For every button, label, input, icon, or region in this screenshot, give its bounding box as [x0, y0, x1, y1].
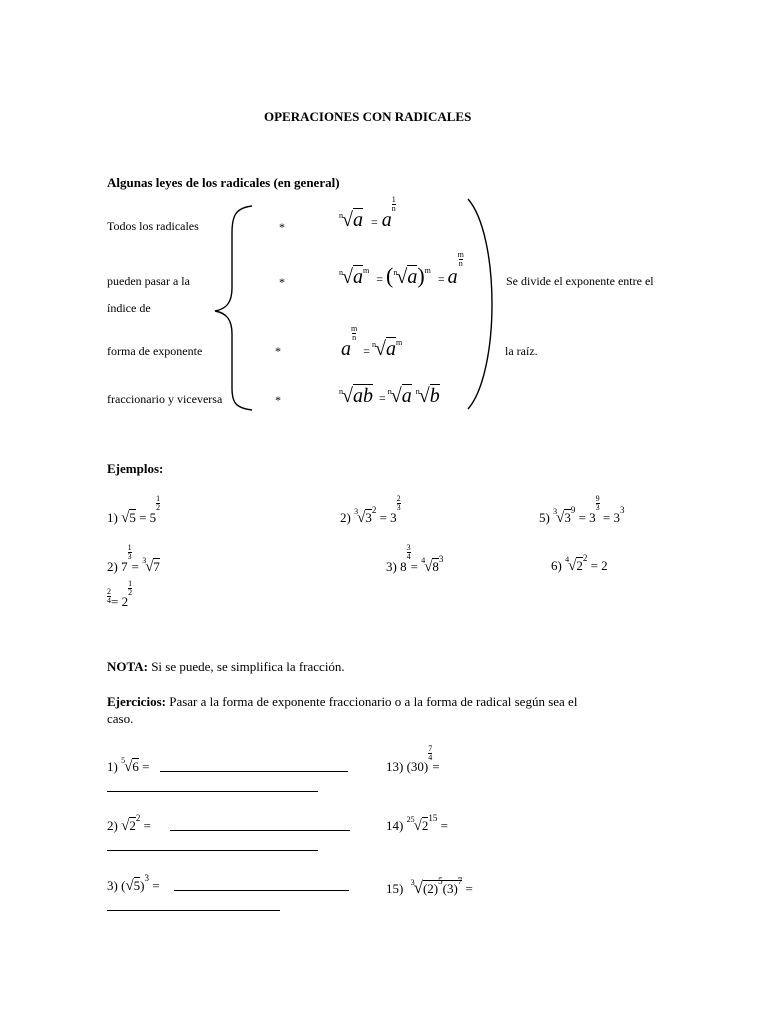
exercises-label: Ejercicios:	[107, 694, 166, 709]
examples-heading: Ejemplos:	[107, 461, 164, 476]
exercise-2-answer-line-2[interactable]	[107, 840, 318, 851]
exercise-3: 3) $(√5)^3$ =	[107, 873, 160, 894]
note-label: NOTA:	[107, 659, 148, 674]
f1-base: a	[381, 209, 392, 231]
example-7: $\frac{2}{4}$ = 2 $\frac{1}{2}$	[107, 579, 133, 609]
laws-left-line-1: Todos los radicales	[107, 219, 199, 233]
laws-left-line-3: índice de	[107, 301, 151, 315]
bullet-3: *	[275, 344, 281, 358]
exercise-1-answer-line[interactable]	[160, 761, 348, 772]
formula-root-power: $^n√a^m = (^n√a)^m = a$ $\frac{m}{n}$	[339, 250, 464, 288]
exercise-1-answer-line-2[interactable]	[107, 781, 318, 792]
f1-index: n	[339, 211, 343, 220]
exercise-14: 14) $^{25}√2^{15}$ =	[386, 813, 448, 834]
example-6: 6) $^4√2^2 = 2$	[551, 553, 608, 574]
exercise-3-answer-line[interactable]	[174, 880, 349, 891]
note-text: Si se puede, se simplifica la fracción.	[151, 659, 345, 674]
exercises-text: Pasar a la forma de exponente fraccionario o a la forma de radical según sea el	[169, 694, 578, 709]
example-5: 5) $^3√3^9 = 3$ $\frac{9}{3}$ = $3^3$	[539, 494, 625, 526]
bullet-1: *	[279, 220, 285, 234]
exercise-13: 13) (30) $\frac{7}{4}$ =	[386, 744, 440, 774]
laws-left-line-4: forma de exponente	[107, 344, 203, 358]
f1-radicand: a	[352, 209, 363, 231]
laws-left-line-5: fraccionario y viceversa	[107, 392, 223, 406]
bullet-2: *	[279, 275, 285, 289]
laws-right-line-2: la raíz.	[505, 344, 538, 358]
example-2b: 2) 7 $\frac{1}{3}$ = $^3$√7	[107, 543, 160, 575]
formula-product-root: $^n$√ab = $^n$√a $^n$√b	[339, 385, 440, 407]
example-1: 1) √5 = 5 $\frac{1}{2}$	[107, 494, 161, 526]
exercises-text-2: caso.	[107, 711, 134, 726]
laws-heading: Algunas leyes de los radicales (en general)	[107, 175, 340, 190]
formula-root-to-power: $^n$√a = a $\frac{1}{n}$	[339, 195, 396, 231]
exercise-2: 2) $√2^2$ =	[107, 813, 151, 834]
exercise-1: 1) $^5$√6 =	[107, 756, 150, 775]
f1-fraction-exp: $\frac{1}{n}$	[391, 195, 396, 213]
bullet-4: *	[275, 393, 281, 407]
exercises-intro	[107, 694, 577, 710]
example-3: 3) 8 $\frac{3}{4}$ = $^4√8^3$	[386, 543, 444, 575]
f1-equals: =	[370, 215, 378, 229]
right-paren-icon	[464, 196, 494, 412]
exercise-15: 15) $^3√(2)^5(3)^7$ =	[386, 876, 473, 897]
laws-right-line-1: Se divide el exponente entre el	[506, 274, 654, 288]
formula-power-to-root: a $\frac{m}{n}$ = $^n√a^m$	[341, 324, 403, 360]
exercise-3-answer-line-2[interactable]	[107, 900, 280, 911]
exercise-2-answer-line[interactable]	[170, 820, 350, 831]
page-title: OPERACIONES CON RADICALES	[264, 109, 472, 124]
note-line	[107, 659, 345, 675]
left-brace-icon	[212, 203, 258, 413]
laws-left-line-2: pueden pasar a la	[107, 274, 190, 288]
example-2: 2) $^3√3^2 = 3$ $\frac{2}{3}$	[340, 494, 401, 526]
